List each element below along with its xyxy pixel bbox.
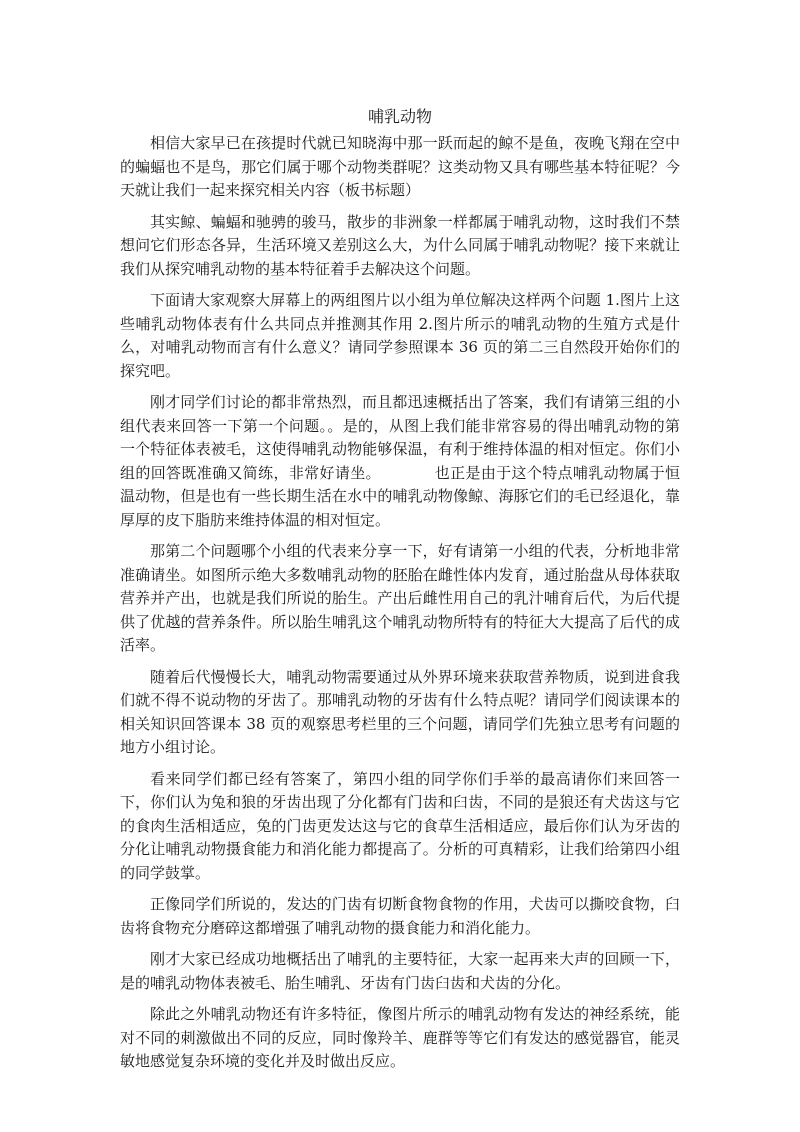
paragraph-9: 刚才大家已经成功地概括出了哺乳的主要特征，大家一起再来大声的回顾一下，是的哺乳动物体表被毛、胎生哺乳、牙齿有门齿臼齿和犬齿的分化。: [120, 950, 680, 992]
paragraph-5: 那第二个问题哪个小组的代表来分享一下，好有请第一小组的代表，分析地非常准确请坐。如图所示绝大多数哺乳动物的胚胎在雌性体内发育，通过胎盘从母体获取营养并产出，也就是我们所说的胎生。产出后雌性用自己的乳汁哺育后代，为后代提供了优越的营养条件。所以胎生哺乳这个哺乳动物所特有的特征大大提高了后代的成活率。: [120, 542, 680, 654]
paragraph-8: 正像同学们所说的，发达的门齿有切断食物食物的作用，犬齿可以撕咬食物，臼齿将食物充分磨碎这都增强了哺乳动物的摄食能力和消化能力。: [120, 895, 680, 937]
paragraph-6: 随着后代慢慢长大，哺乳动物需要通过从外界环境来获取营养物质，说到进食我们就不得不说动物的牙齿了。那哺乳动物的牙齿有什么特点呢？请同学们阅读课本的相关知识回答课本 38 页的观察思考栏里的三个问题，请同学们先独立思考有问题的地方小组讨论。: [120, 667, 680, 756]
paragraph-7: 看来同学们都已经有答案了，第四小组的同学你们手举的最高请你们来回答一下，你们认为兔和狼的牙齿出现了分化都有门齿和臼齿，不同的是狼还有犬齿这与它的食肉生活相适应，兔的门齿更发达这与它的食草生活相适应，最后你们认为牙齿的分化让哺乳动物摄食能力和消化能力都提高了。分析的可真精彩，让我们给第四小组的同学鼓掌。: [120, 769, 680, 882]
paragraph-10: 除此之外哺乳动物还有许多特征，像图片所示的哺乳动物有发达的神经系统，能对不同的刺激做出不同的反应，同时像羚羊、鹿群等等它们有发达的感觉器官，能灵敏地感觉复杂环境的变化并及时做出反应。: [120, 1005, 680, 1070]
paragraph-2: 其实鲸、蝙蝠和驰骋的骏马，散步的非洲象一样都属于哺乳动物，这时我们不禁想问它们形态各异，生活环境又差别这么大，为什么同属于哺乳动物呢？接下来就让我们从探究哺乳动物的基本特征着手去解决这个问题。: [120, 212, 680, 278]
paragraph-1: 相信大家早已在孩提时代就已知晓海中那一跃而起的鲸不是鱼，夜晚飞翔在空中的蝙蝠也不是鸟，那它们属于哪个动物类群呢？这类动物又具有哪些基本特征呢？今天就让我们一起来探究相关内容（板书标题）: [120, 134, 680, 199]
paragraph-3: 下面请大家观察大屏幕上的两组图片以小组为单位解决这样两个问题 1.图片上这些哺乳动物体表有什么共同点并推测其作用 2.图片所示的哺乳动物的生殖方式是什么，对哺乳动物而言有什么意义？请同学参照课本 36 页的第二三自然段开始你们的探究吧。: [120, 291, 680, 380]
paragraph-4: 刚才同学们讨论的都非常热烈，而且都迅速概括出了答案，我们有请第三组的小组代表来回答一下第一个问题。。是的，从图上我们能非常容易的得出哺乳动物的第一个特征体表被毛，这使得哺乳动物能够保温，有利于维持体温的相对恒定。你们小组的回答既准确又简练，非常好请坐。 也正是由于这个特点哺乳动物属于恒温动物，但是也有一些长期生活在水中的哺乳动物像鲸、海豚它们的毛已经退化，靠厚厚的皮下脂肪来维持体温的相对恒定。: [120, 393, 680, 529]
page-title: 哺乳动物: [367, 107, 432, 126]
document-body: [120, 132, 680, 1082]
